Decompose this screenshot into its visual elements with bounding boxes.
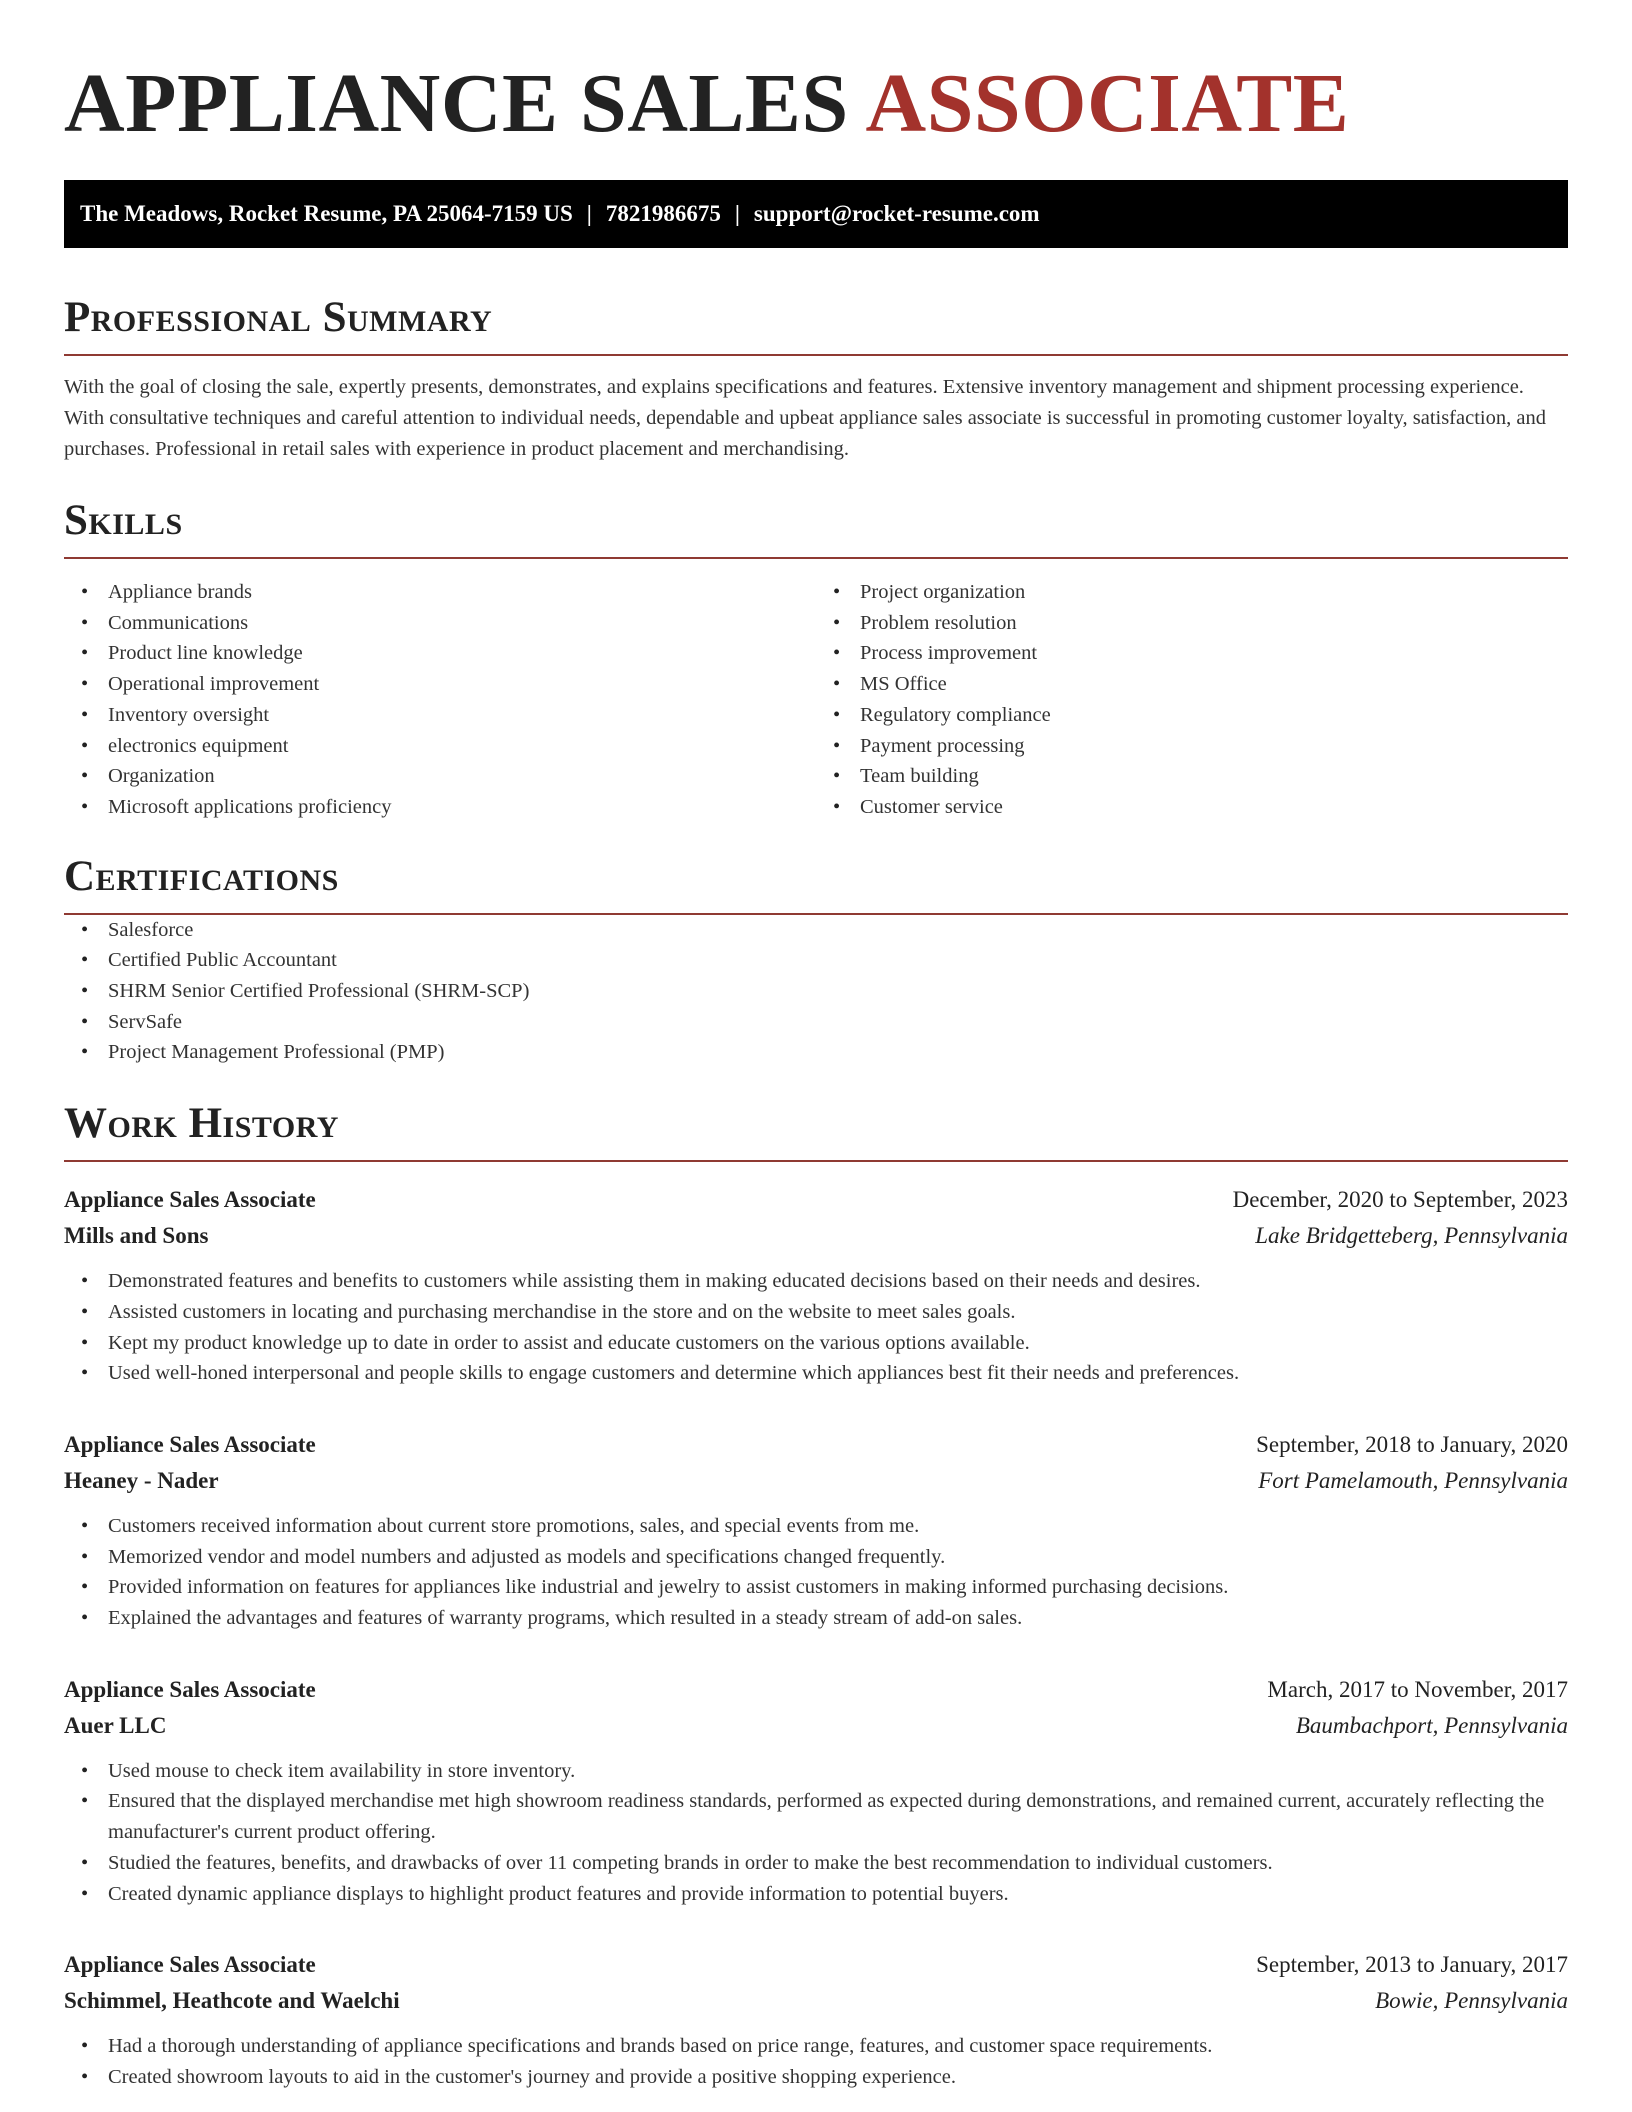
contact-bar [64, 180, 1568, 248]
job-company: Schimmel, Heathcote and Waelchi [64, 1988, 400, 2014]
skill-item: • electronics equipment [108, 731, 816, 762]
certification-item: • ServSafe [108, 1007, 1568, 1038]
job-bullets [64, 2031, 1568, 2092]
job-bullets [64, 1511, 1568, 1634]
skill-item: • Customer service [860, 792, 1568, 823]
section-divider [64, 557, 1568, 559]
job-bullet: • Kept my product knowledge up to date in order to assist and educate customers on the various options available. [108, 1328, 1568, 1359]
job-bullet: • Used mouse to check item availability in store inventory. [108, 1756, 1568, 1787]
skill-item: • Regulatory compliance [860, 700, 1568, 731]
contact-separator: | [586, 201, 592, 226]
job-bullet: • Used well-honed interpersonal and people skills to engage customers and determine which appliances best fit their needs and preferences. [108, 1358, 1568, 1389]
certification-item: • Certified Public Accountant [108, 945, 1568, 976]
job-bullet: • Created dynamic appliance displays to highlight product features and provide information to potential buyers. [108, 1879, 1568, 1910]
job-bullets [64, 1266, 1568, 1389]
contact-address: The Meadows, Rocket Resume, PA 25064-7159 US [80, 201, 573, 226]
job-title: Appliance Sales Associate [64, 1676, 316, 1702]
job-bullet: • Studied the features, benefits, and drawbacks of over 11 competing brands in order to make the best recommendation to individual customers. [108, 1848, 1568, 1879]
job-subheader-row [64, 1708, 1568, 1744]
contact-phone: 7821986675 [605, 201, 721, 226]
job-entry [64, 1672, 1568, 1910]
job-title: Appliance Sales Associate [64, 1431, 316, 1457]
job-header-row [64, 1947, 1568, 1983]
skill-item: • Communications [108, 608, 816, 639]
skills-list-left [64, 577, 816, 823]
job-bullet: • Ensured that the displayed merchandise met high showroom readiness standards, performed as expected during demonstrations, and remained current, accurately reflecting the manufacturer's current product offering. [108, 1786, 1568, 1847]
certification-item: • Project Management Professional (PMP) [108, 1037, 1568, 1068]
job-subheader-row [64, 1983, 1568, 2019]
contact-separator: | [734, 201, 740, 226]
job-entry [64, 1427, 1568, 1634]
certification-item: • SHRM Senior Certified Professional (SHRM-SCP) [108, 976, 1568, 1007]
job-dates: September, 2013 to January, 2017 [1256, 1952, 1568, 1978]
job-header-row [64, 1182, 1568, 1218]
skill-item: • Organization [108, 761, 816, 792]
job-bullet: • Memorized vendor and model numbers and adjusted as models and specifications changed frequently. [108, 1542, 1568, 1573]
job-company: Auer LLC [64, 1712, 167, 1738]
job-bullet: • Customers received information about current store promotions, sales, and special events from me. [108, 1511, 1568, 1542]
job-subheader-row [64, 1463, 1568, 1499]
skill-item: • MS Office [860, 669, 1568, 700]
job-dates: December, 2020 to September, 2023 [1232, 1187, 1568, 1213]
job-company: Mills and Sons [64, 1223, 209, 1249]
summary-text: With the goal of closing the sale, expertly presents, demonstrates, and explains specifications and features. Extensive inventory management and shipment processing experience. With consultative techniques and careful attention to individual needs, dependable and upbeat appliance sales associate is successful in promoting customer loyalty, satisfaction, and purchases. Professional in retail sales with experience in product placement and merchandising. [64, 376, 1546, 460]
job-bullet: • Had a thorough understanding of appliance specifications and brands based on price range, features, and customer space requirements. [108, 2031, 1568, 2062]
job-title: Appliance Sales Associate [64, 1952, 316, 1978]
job-bullets [64, 1756, 1568, 1910]
job-bullet: • Demonstrated features and benefits to customers while assisting them in making educated decisions based on their needs and desires. [108, 1266, 1568, 1297]
skill-item: • Process improvement [860, 638, 1568, 669]
section-title-summary: Professional Summary [64, 294, 493, 341]
job-bullet: • Assisted customers in locating and purchasing merchandise in the store and on the website to meet sales goals. [108, 1297, 1568, 1328]
certification-item: • Salesforce [108, 915, 1568, 946]
skills-grid [64, 577, 1568, 823]
skill-item: • Operational improvement [108, 669, 816, 700]
name-primary: APPLIANCE SALES [64, 57, 849, 150]
skill-item: • Payment processing [860, 731, 1568, 762]
job-entry [64, 1182, 1568, 1389]
contact-email[interactable]: support@rocket-resume.com [753, 201, 1040, 226]
job-title: Appliance Sales Associate [64, 1187, 316, 1213]
skill-item: • Team building [860, 761, 1568, 792]
skill-item: • Product line knowledge [108, 638, 816, 669]
section-title-work-history: Work History [64, 1100, 339, 1148]
job-location: Lake Bridgetteberg, Pennsylvania [1255, 1223, 1568, 1249]
job-location: Bowie, Pennsylvania [1375, 1988, 1568, 2014]
job-header-row [64, 1672, 1568, 1708]
job-company: Heaney - Nader [64, 1467, 219, 1493]
job-subheader-row [64, 1218, 1568, 1254]
job-bullet: • Explained the advantages and features of warranty programs, which resulted in a steady stream of add-on sales. [108, 1603, 1568, 1634]
skill-item: • Project organization [860, 577, 1568, 608]
name-accent: ASSOCIATE [865, 57, 1350, 150]
job-location: Fort Pamelamouth, Pennsylvania [1258, 1467, 1568, 1493]
skills-list-right [816, 577, 1568, 823]
resume-name [64, 0, 1568, 150]
section-divider [64, 1160, 1568, 1162]
job-bullet: • Provided information on features for appliances like industrial and jewelry to assist customers in making informed purchasing decisions. [108, 1572, 1568, 1603]
section-divider [64, 354, 1568, 356]
skill-item: • Appliance brands [108, 577, 816, 608]
job-dates: September, 2018 to January, 2020 [1256, 1431, 1568, 1457]
job-entry [64, 1947, 1568, 2092]
section-title-certifications: Certifications [64, 852, 339, 900]
skill-item: • Microsoft applications proficiency [108, 792, 816, 823]
skill-item: • Problem resolution [860, 608, 1568, 639]
job-dates: March, 2017 to November, 2017 [1267, 1676, 1568, 1702]
section-title-skills: Skills [64, 497, 183, 544]
job-bullet: • Created showroom layouts to aid in the customer's journey and provide a positive shopping experience. [108, 2062, 1568, 2093]
certifications-list [64, 915, 1568, 1069]
job-location: Baumbachport, Pennsylvania [1295, 1712, 1568, 1738]
job-header-row [64, 1427, 1568, 1463]
skill-item: • Inventory oversight [108, 700, 816, 731]
